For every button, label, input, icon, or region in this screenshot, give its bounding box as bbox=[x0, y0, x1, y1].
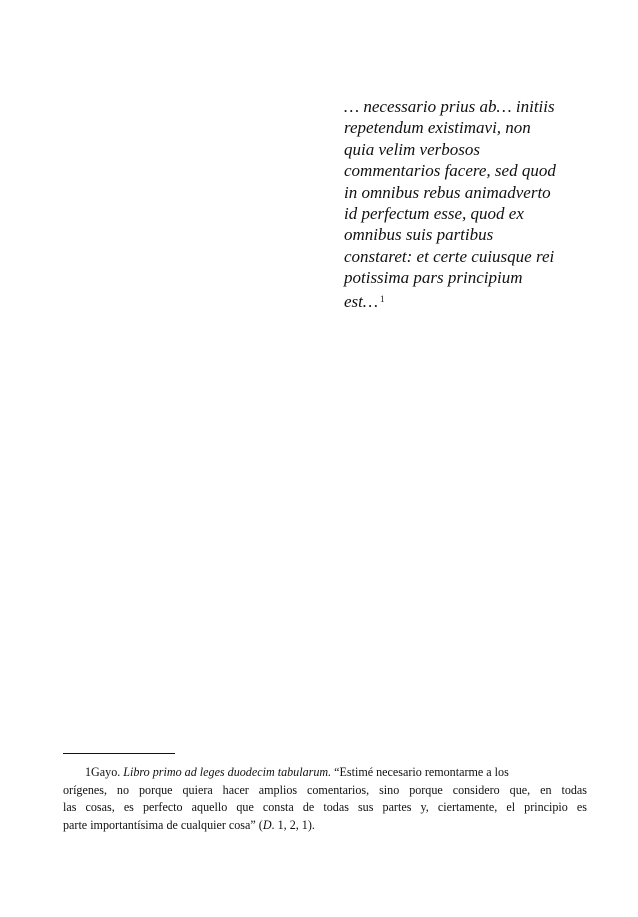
footnote-line bbox=[63, 764, 587, 782]
epigraph-line: quia velim verbosos bbox=[344, 139, 480, 159]
footnote-separator bbox=[63, 753, 175, 754]
footnote-text: . 1, 2, 1). bbox=[271, 817, 315, 832]
footnote-line: las cosas, es perfecto aquello que consta de todas sus partes y, ciertamente, el principio es bbox=[63, 800, 587, 815]
footnote-line bbox=[63, 817, 587, 835]
footnote-line: orígenes, no porque quiera hacer amplios comentarios, sino porque considero que, en todas bbox=[63, 782, 587, 797]
footnote-work-title: Libro primo ad leges duodecim tabularum. bbox=[123, 765, 332, 779]
epigraph-line: potissima pars principium bbox=[344, 268, 523, 288]
epigraph-line: … necessario prius ab… initiis bbox=[344, 97, 555, 116]
epigraph-line: constaret: et certe cuiusque rei bbox=[344, 246, 555, 266]
epigraph-line: in omnibus rebus animadverto bbox=[344, 182, 551, 202]
footnote-reference[interactable]: 1 bbox=[380, 293, 385, 304]
epigraph-line: commentarios facere, sed quod bbox=[344, 161, 556, 181]
epigraph-last-line bbox=[344, 289, 604, 312]
epigraph-line: repetendum existimavi, non bbox=[344, 118, 531, 138]
footnote-number: 1 bbox=[85, 765, 92, 779]
epigraph-line: est… bbox=[344, 291, 378, 311]
footnote-text: parte importantísima de cualquier cosa” ( bbox=[63, 817, 263, 832]
epigraph-quote bbox=[344, 96, 604, 312]
footnote-text: “Estimé necesario remontarme a los bbox=[334, 765, 509, 779]
footnote bbox=[63, 764, 587, 834]
epigraph-line: omnibus suis partibus bbox=[344, 225, 494, 245]
epigraph-line: id perfectum esse, quod ex bbox=[344, 204, 524, 224]
digest-abbreviation: D bbox=[262, 817, 272, 832]
footnote-author: Gayo. bbox=[91, 765, 121, 779]
